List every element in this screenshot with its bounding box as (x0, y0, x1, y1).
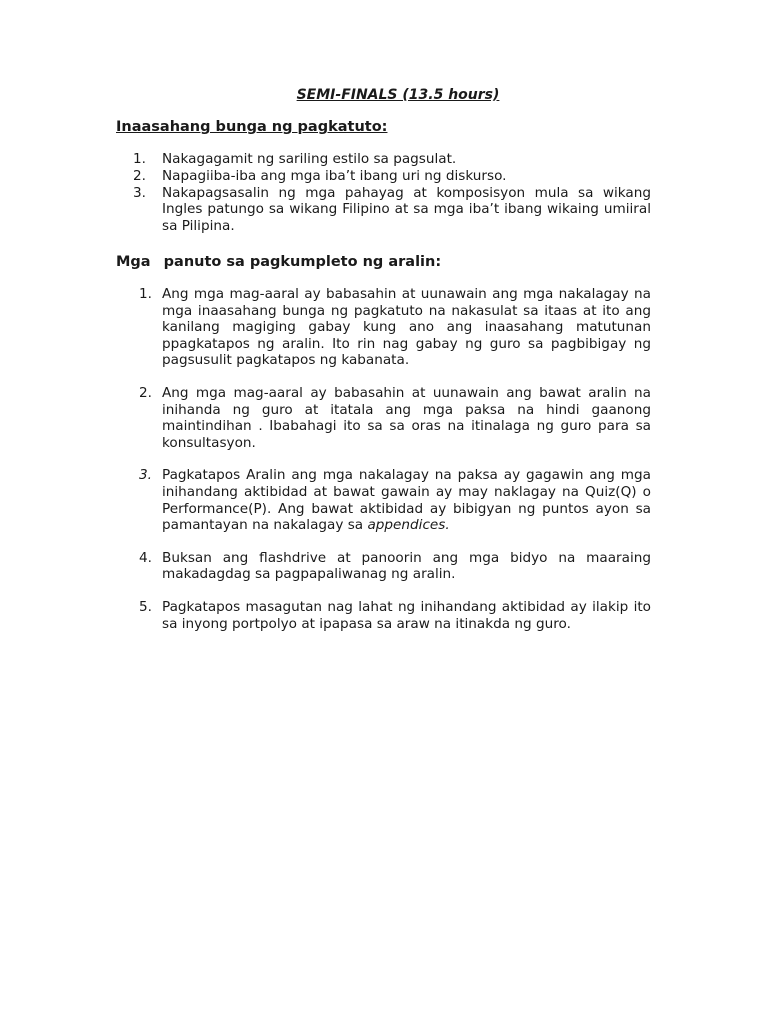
instructions-list (116, 286, 651, 648)
list-item-number: 1. (139, 286, 152, 302)
list-item-text: Pagkatapos masagutan nag lahat ng inihandang aktibidad ay ilakip ito sa inyong portpolyo at ipapasa sa araw na itinakda ng guro. (162, 598, 651, 632)
list-item (116, 550, 651, 583)
list-item-number: 2. (133, 167, 146, 184)
list-item-number: 4. (139, 549, 152, 566)
list-item-text: Ang mga mag-aaral ay babasahin at uunawain ang mga nakalagay na mga inaasahang bunga ng pagkatuto na nakasulat sa itaas at ito ang kanilang magiging gabay kung ano ang inaasahang matutunan ppagkatapos ng aralin. Ito rin nag gabay ng guro sa pagbibigay ng pagsusulit pagkatapos ng kabanata. (162, 286, 651, 369)
list-item-text: Ang mga mag-aaral ay babasahin at uunawain ang bawat aralin na inihanda ng guro at itatala ang mga paksa na hindi gaanong maintindihan . Ibabahagi ito sa sa oras na itinalaga ng guro para sa konsultasyon. (162, 384, 651, 451)
list-item-text: Pagkatapos Aralin ang mga nakalagay na paksa ay gagawin ang mga inihandang aktibidad at bawat gawain ay may naklagay na Quiz(Q) o Performance(P). Ang bawat aktibidad ay bibigyan ng puntos ayon sa pamantayan na nakalagay sa (162, 467, 651, 534)
list-item-text: Buksan ang flashdrive at panoorin ang mga bidyo na maaraing makadagdag sa pagpapaliwanag ng aralin. (162, 549, 651, 583)
learning-outcomes-heading: Inaasahang bunga ng pagkatuto: (116, 119, 388, 135)
list-item-text: Nakapagsasalin ng mga pahayag at komposisyon mula sa wikang Ingles patungo sa wikang Filipino at sa mga iba’t ibang wikaing umiiral sa Pilipina. (162, 184, 651, 235)
list-item-text: Nakagagamit ng sariling estilo sa pagsulat. (162, 151, 457, 167)
instructions-heading-part-a: Mga (116, 254, 151, 270)
list-item-number: 1. (133, 151, 146, 167)
list-item (116, 151, 651, 168)
list-item (116, 599, 651, 632)
list-item-number: 3. (139, 467, 152, 484)
learning-outcomes-list (116, 151, 651, 235)
instructions-heading-part-b: panuto sa pagkumpleto ng aralin: (163, 254, 442, 270)
list-item (116, 286, 651, 369)
list-item (116, 385, 651, 451)
list-item-number: 3. (133, 184, 146, 201)
list-item-text: Napagiiba-iba ang mga iba’t ibang uri ng diskurso. (162, 167, 507, 184)
list-item-number: 5. (139, 598, 152, 615)
list-item (116, 467, 651, 533)
list-item-number: 2. (139, 384, 152, 401)
instructions-heading (116, 254, 441, 270)
list-item (116, 185, 651, 235)
document-title: SEMI-FINALS (13.5 hours) (296, 87, 500, 103)
appendices-text: appendices. (367, 517, 450, 534)
list-item (116, 168, 651, 185)
